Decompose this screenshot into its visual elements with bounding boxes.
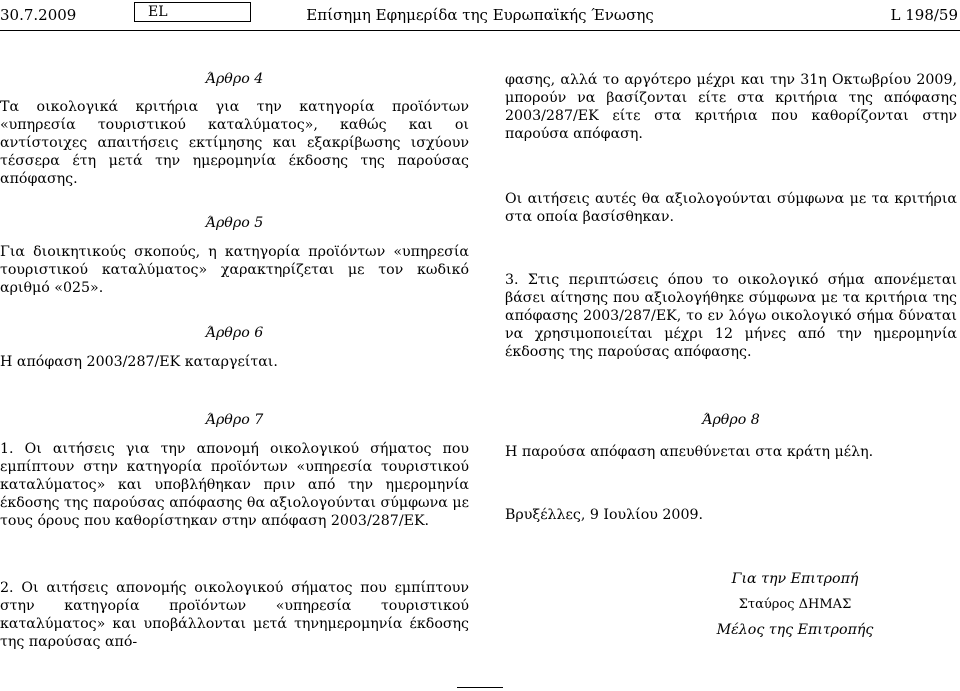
paragraph-3: 3. Στις περιπτώσεις όπου το οικολογικό σήμα απονέμεται βάσει αίτησης που αξιολογήθηκε σύμφωνα με τα κριτήρια της απόφασης 2003/287/ΕΚ, το εν λόγω οικολογικό σήμα δύναται να χρησιμοποιείται μέχρι 12 μήνες από την ημερομηνία έκδοσης της παρούσας απόφασης. <box>505 272 957 360</box>
article-6-heading: Άρθρο 6 <box>205 325 264 341</box>
signature-for-line: Για την Επιτροπή <box>731 571 859 587</box>
article-5-text: Για διοικητικούς σκοπούς, η κατηγορία προϊόντων «υπηρεσία τουριστικού καταλύματος» χαρακτηρίζεται με τον κωδικό αριθμό «025». <box>0 244 469 296</box>
language-code-box: EL <box>134 2 251 22</box>
header-rule <box>0 30 960 31</box>
article-8-heading: Άρθρο 8 <box>702 412 760 428</box>
article-4-heading: Άρθρο 4 <box>205 71 264 87</box>
article-8-text: Η παρούσα απόφαση απευθύνεται στα κράτη μέλη. <box>505 444 874 460</box>
article-6-text: Η απόφαση 2003/287/ΕΚ καταργείται. <box>0 354 278 370</box>
place-and-date: Βρυξέλλες, 9 Ιουλίου 2009. <box>505 507 704 523</box>
article-7-paragraph-2: 2. Οι αιτήσεις απονομής οικολογικού σήματος που εμπίπτουν στην κατηγορία προϊόντων «υπηρεσία τουριστικού καταλύματος» και υποβάλλονται μετά τηνημερομηνία έκδοσης της παρούσας από- <box>0 580 469 650</box>
article-5-heading: Άρθρο 5 <box>205 215 264 231</box>
page-reference: L 198/59 <box>890 6 958 24</box>
continuation-paragraph: φασης, αλλά το αργότερο μέχρι και την 31η Οκτωβρίου 2009, μπορούν να βασίζονται είτε στα κριτήρια της απόφασης 2003/287/ΕΚ είτε στα κριτήρια που καθορίζονται στην παρούσα απόφαση. <box>505 72 957 142</box>
article-7-heading: Άρθρο 7 <box>205 412 264 428</box>
header-date: 30.7.2009 <box>0 6 77 24</box>
footer-rule <box>457 687 503 688</box>
signatory-name: Σταύρος ΔΗΜΑΣ <box>738 597 852 612</box>
journal-title: Επίσημη Εφημερίδα της Ευρωπαϊκής Ένωσης <box>306 6 654 24</box>
article-7-paragraph-1: 1. Οι αιτήσεις για την απονομή οικολογικού σήματος που εμπίπτουν στην κατηγορία προϊόντων «υπηρεσία τουριστικού καταλύματος» και υποβλήθηκαν πριν από την ημερομηνία έκδοσης της παρούσας απόφασης θα αξιολογούνται σύμφωνα με τους όρους που καθορίστηκαν στην απόφαση 2003/287/ΕΚ. <box>0 441 469 529</box>
article-4-text: Τα οικολογικά κριτήρια για την κατηγορία προϊόντων «υπηρεσία τουριστικού καταλύματος», καθώς και οι αντίστοιχες απαιτήσεις εκτίμησης και εξακρίβωσης ισχύουν τέσσερα έτη μετά την ημερομηνία έκδοσης της παρούσας απόφασης. <box>0 99 469 187</box>
assessment-paragraph: Οι αιτήσεις αυτές θα αξιολογούνται σύμφωνα με τα κριτήρια στα οποία βασίσθηκαν. <box>505 191 957 225</box>
signatory-title: Μέλος της Επιτροπής <box>716 622 874 638</box>
